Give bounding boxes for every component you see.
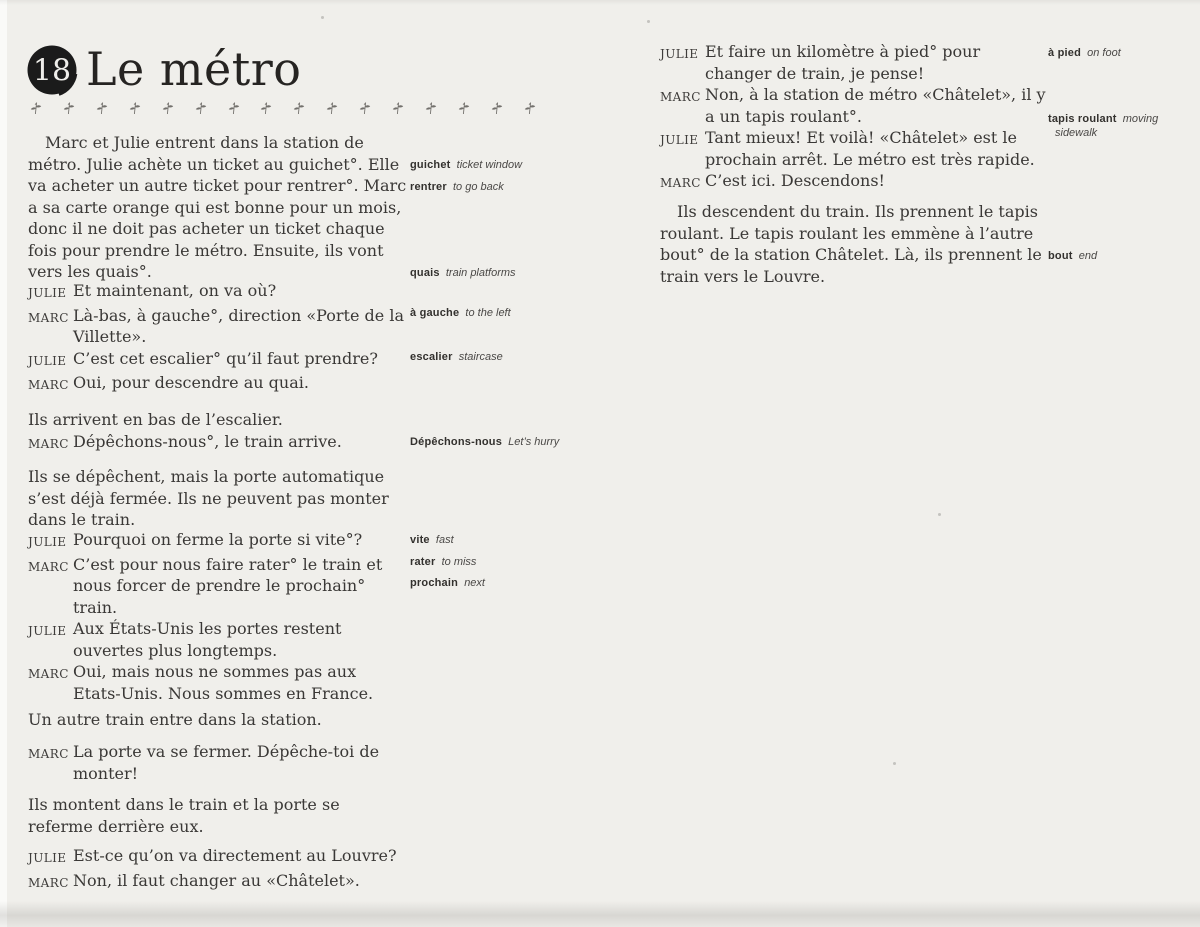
dialogue-block: [660, 41, 1050, 195]
utterance-text: Oui, pour descendre au quai.: [73, 373, 309, 392]
gloss-term: rentrer: [410, 181, 447, 193]
dialogue-line: [28, 870, 408, 895]
dialogue-block: [28, 741, 408, 784]
gloss-term: bout: [1048, 250, 1073, 262]
utterance-text: Est-ce qu’on va directement au Louvre?: [73, 846, 397, 865]
margin-gloss: [410, 555, 476, 569]
dialogue-line: [660, 41, 1050, 84]
speaker-label: MARC: [28, 310, 69, 325]
utterance-text: C’est cet escalier° qu’il faut prendre?: [73, 348, 378, 368]
utterance-text: Aux États-Unis les portes restent ouvertes plus longtemps.: [73, 619, 342, 660]
utterance-text: Non, à la station de métro «Châtelet», il y a un tapis roulant°.: [705, 85, 1046, 126]
dialogue-block: [28, 280, 408, 397]
dialogue-line: [660, 127, 1050, 170]
scan-edge-left: [0, 0, 7, 927]
dialogue-line: [28, 529, 408, 554]
narration-paragraph: Marc et Julie entrent dans la station de métro. Julie achète un ticket au guichet°. Elle va acheter un autre ticket pour rentrer°. Marc a sa carte orange qui est bonne pour un mois, donc il ne doit pas acheter un ticket chaque fois pour prendre le métro. Ensuite, ils vont vers les quais°.: [28, 133, 407, 281]
narration-paragraph: Ils arrivent en bas de l’escalier.: [28, 410, 283, 429]
narration-paragraph: Ils montent dans le train et la porte se referme derrière eux.: [28, 795, 340, 836]
gloss-term: tapis roulant: [1048, 113, 1117, 125]
right-margin-glosses: [1048, 0, 1193, 927]
scan-edge-bottom: [0, 901, 1200, 927]
margin-gloss: [410, 180, 504, 194]
utterance-text: Tant mieux! Et voilà! «Châtelet» est le prochain arrêt. Le métro est très rapide.: [705, 128, 1035, 169]
speaker-label: MARC: [28, 559, 69, 574]
speaker-label: JULIE: [28, 353, 67, 368]
gloss-translation: to miss: [441, 556, 477, 568]
page-title: Le métro: [86, 42, 302, 96]
dialogue-line: [28, 431, 408, 456]
utterance-text: Oui, mais nous ne sommes pas aux Etats-Unis. Nous sommes en France.: [73, 662, 374, 703]
utterance-text: C’est ici. Descendons!: [705, 171, 885, 190]
margin-gloss: [410, 266, 516, 280]
utterance-text: Pourquoi on ferme la porte si vite°?: [73, 530, 363, 549]
scan-speck: [938, 513, 941, 516]
gloss-term: prochain: [410, 577, 459, 589]
dialogue-block: [28, 431, 408, 456]
dialogue-line: [28, 348, 408, 373]
dialogue-line: [28, 372, 408, 397]
left-margin-glosses: [410, 0, 580, 927]
gloss-translation: next: [464, 577, 485, 589]
gloss-term: à pied: [1048, 47, 1081, 59]
margin-gloss: [1048, 46, 1121, 60]
speaker-label: MARC: [28, 437, 69, 451]
dialogue-line: [28, 305, 408, 348]
speaker-label: JULIE: [28, 286, 67, 300]
margin-gloss: [410, 576, 485, 590]
speaker-label: MARC: [660, 90, 701, 104]
dialogue-line: [660, 170, 1050, 195]
dialogue-line: [28, 661, 408, 704]
gloss-translation: train platforms: [445, 267, 516, 279]
gloss-translation: moving sidewalk: [1055, 113, 1159, 139]
speaker-label: JULIE: [660, 47, 699, 61]
utterance-text: Et faire un kilomètre à pied° pour changer de train, je pense!: [705, 42, 981, 83]
gloss-term: quais: [410, 267, 440, 279]
utterance-text: Non, il faut changer au «Châtelet».: [73, 870, 360, 890]
right-column: [660, 0, 1050, 927]
scan-speck: [893, 762, 896, 765]
gloss-term: guichet: [410, 159, 451, 171]
scan-speck: [647, 20, 650, 23]
dialogue-block: [28, 845, 408, 894]
narration-paragraph: Ils descendent du train. Ils prennent le tapis roulant. Le tapis roulant les emmène à l’autre bout° de la station Châtelet. Là, ils prennent le train vers le Louvre.: [660, 202, 1042, 286]
dialogue-line: [660, 84, 1050, 127]
scan-speck: [321, 16, 324, 19]
dialogue-line: [28, 741, 408, 784]
utterance-text: Là-bas, à gauche°, direction «Porte de la Villette».: [73, 305, 404, 346]
gloss-translation: end: [1078, 250, 1098, 262]
gloss-translation: Let’s hurry: [508, 436, 560, 448]
utterance-text: C’est pour nous faire rater° le train et nous forcer de prendre le prochain° train.: [73, 554, 383, 617]
utterance-text: La porte va se fermer. Dépêche-toi de monter!: [73, 742, 380, 783]
utterance-text: Et maintenant, on va où?: [73, 281, 277, 300]
margin-gloss: [410, 158, 522, 172]
dialogue-line: [28, 618, 408, 661]
margin-gloss: [410, 350, 503, 364]
gloss-translation: to go back: [453, 181, 504, 193]
speaker-label: JULIE: [28, 535, 67, 549]
gloss-translation: staircase: [458, 351, 503, 363]
dialogue-block: [28, 529, 408, 704]
narration-paragraph: Ils se dépêchent, mais la porte automatique s’est déjà fermée. Ils ne peuvent pas monter dans le train.: [28, 467, 389, 529]
narration-paragraph: Un autre train entre dans la station.: [28, 710, 322, 729]
gloss-translation: on foot: [1087, 47, 1121, 59]
gloss-term: Dépêchons-nous: [410, 436, 503, 448]
dialogue-line: [28, 554, 408, 619]
margin-gloss: [1048, 249, 1097, 263]
gloss-term: à gauche: [410, 307, 460, 319]
margin-gloss: [1048, 112, 1193, 140]
margin-gloss: [410, 306, 511, 320]
dialogue-line: [28, 280, 408, 305]
utterance-text: Dépêchons-nous°, le train arrive.: [73, 432, 342, 451]
chapter-number: 18: [32, 53, 72, 89]
gloss-translation: ticket window: [456, 159, 523, 171]
dialogue-line: [28, 845, 408, 870]
speaker-label: JULIE: [28, 851, 67, 865]
speaker-label: MARC: [660, 176, 701, 190]
margin-gloss: [410, 435, 559, 449]
speaker-label: MARC: [28, 747, 69, 761]
speaker-label: JULIE: [660, 133, 699, 147]
gloss-term: escalier: [410, 351, 453, 363]
gloss-translation: fast: [435, 534, 454, 546]
speaker-label: MARC: [28, 667, 69, 681]
left-column: [28, 0, 408, 927]
gloss-term: vite: [410, 534, 430, 546]
gloss-term: rater: [410, 556, 436, 568]
margin-gloss: [410, 533, 454, 547]
speaker-label: MARC: [28, 378, 69, 392]
gloss-translation: to the left: [465, 307, 511, 319]
speaker-label: MARC: [28, 875, 69, 890]
speaker-label: JULIE: [28, 624, 67, 638]
